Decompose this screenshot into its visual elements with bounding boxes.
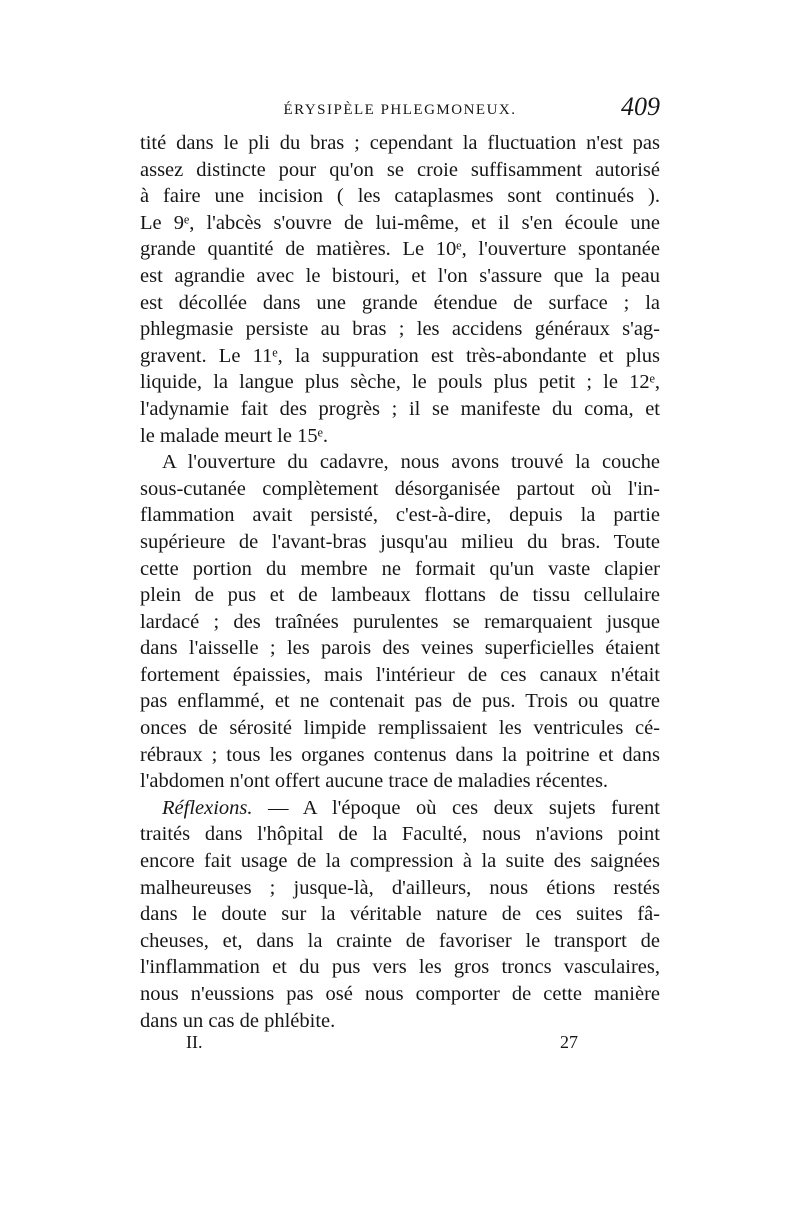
text-line: l'adynamie fait des progrès ; il se manifeste du coma, et (140, 397, 660, 420)
text-line: grande quantité de matières. Le 10ᵉ, l'ouverture spontanée (140, 238, 660, 261)
text-line: A l'ouverture du cadavre, nous avons trouvé la couche (162, 451, 660, 474)
text-line: fortement épaissies, mais l'intérieur de ces canaux n'était (140, 663, 660, 686)
text-line: dans l'aisselle ; les parois des veines superficielles étaient (140, 637, 660, 660)
text-line: est décollée dans une grande étendue de surface ; la (140, 291, 660, 314)
paragraph-case-course (140, 130, 660, 449)
text-line (140, 795, 660, 822)
text-line: assez distincte pour qu'on se croie suffisamment autorisé (140, 158, 660, 181)
text-line: rébraux ; tous les organes contenus dans la poitrine et dans (140, 743, 660, 766)
text-line: pas enflammé, et ne contenait pas de pus. Trois ou quatre (140, 690, 660, 713)
text-line: gravent. Le 11ᵉ, la suppuration est très-abondante et plus (140, 344, 660, 367)
text-line: est agrandie avec le bistouri, et l'on s'assure que la peau (140, 264, 660, 287)
text-line: malheureuses ; jusque-là, d'ailleurs, nous étions restés (140, 876, 660, 899)
text-line: Le 9ᵉ, l'abcès s'ouvre de lui-même, et il s'en écoule une (140, 211, 660, 234)
text-line: cette portion du membre ne formait qu'un vaste clapier (140, 557, 660, 580)
text-line: l'abdomen n'ont offert aucune trace de maladies récentes. (140, 770, 609, 793)
section-label: Réflexions. (162, 796, 253, 819)
text-line: dans le doute sur la véritable nature de ces suites fâ- (140, 903, 660, 926)
page-footer (140, 1030, 660, 1060)
text-line: traités dans l'hôpital de la Faculté, nous n'avions point (140, 823, 660, 846)
text-line: le malade meurt le 15ᵉ. (140, 424, 328, 447)
text-line: liquide, la langue plus sèche, le pouls plus petit ; le 12ᵉ, (140, 371, 660, 394)
text-line: sous-cutanée complètement désorganisée partout où l'in- (140, 477, 660, 500)
paragraph-autopsy (140, 449, 660, 795)
sheet-number: 27 (560, 1032, 578, 1052)
text-line: supérieure de l'avant-bras jusqu'au milieu du bras. Toute (140, 530, 660, 553)
text-line: plein de pus et de lambeaux flottans de tissu cellulaire (140, 584, 660, 607)
paragraph-reflexions (140, 795, 660, 1034)
text-line: cheuses, et, dans la crainte de favoriser le transport de (140, 929, 660, 952)
running-title: ÉRYSIPÈLE PHLEGMONEUX. (283, 102, 517, 118)
text-line: dans un cas de phlébite. (140, 1009, 336, 1032)
signature-mark: II. (186, 1032, 203, 1052)
text-line: phlegmasie persiste au bras ; les accidens généraux s'ag- (140, 318, 660, 341)
page-number: 409 (621, 92, 660, 121)
running-head (140, 92, 660, 132)
text-line: tité dans le pli du bras ; cependant la fluctuation n'est pas (140, 132, 660, 154)
label-line-rest: — A l'époque où ces deux sujets furent (252, 796, 660, 819)
text-line: à faire une incision ( les cataplasmes sont continués ). (140, 185, 660, 208)
text-line: flammation avait persisté, c'est-à-dire, depuis la partie (140, 504, 660, 527)
text-line: encore fait usage de la compression à la suite des saignées (140, 850, 660, 873)
text-line: l'inflammation et du pus vers les gros troncs vasculaires, (140, 956, 660, 979)
body-text (140, 130, 660, 1034)
text-line: onces de sérosité limpide remplissaient les ventricules cé- (140, 717, 660, 740)
text-line: lardacé ; des traînées purulentes se remarquaient jusque (140, 610, 660, 633)
text-line: nous n'eussions pas osé nous comporter de cette manière (140, 983, 660, 1005)
